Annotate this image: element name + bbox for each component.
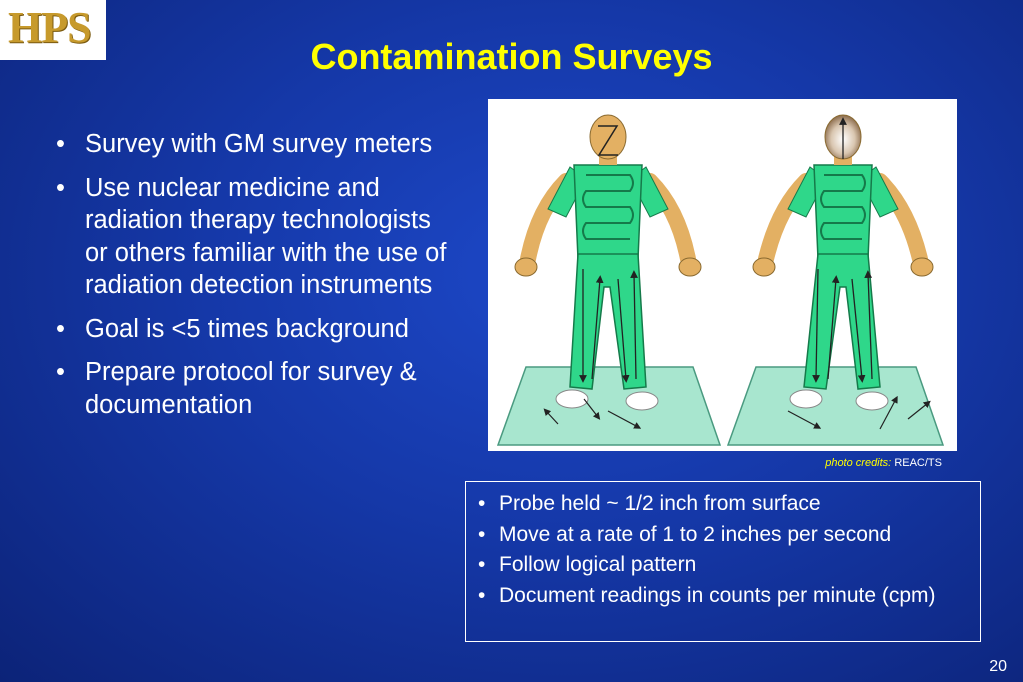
floor-mat [728,367,943,445]
page-number: 20 [989,658,1007,675]
survey-illustration [488,99,957,451]
front-figure [498,115,720,445]
procedure-box [465,481,981,642]
floor-mat [498,367,720,445]
logo-text: HPS [8,3,91,52]
bullet-list [52,128,452,432]
bullet-item: • Prepare protocol for survey & documentation [52,356,452,421]
credits-source: REAC/TS [894,457,942,469]
procedure-list [466,482,980,611]
procedure-item: • Document readings in counts per minute (cpm) [466,581,980,612]
procedure-item: • Move at a rate of 1 to 2 inches per second [466,520,980,551]
back-figure [728,115,943,445]
credits-label: photo credits: [825,457,892,469]
procedure-item: • Probe held ~ 1/2 inch from surface [466,489,980,520]
procedure-item: • Follow logical pattern [466,550,980,581]
bullet-item: • Goal is <5 times background [52,313,452,346]
bullet-item: • Use nuclear medicine and radiation therapy technologists or others familiar with the use of radiation detection instruments [52,172,452,302]
bullet-item: • Survey with GM survey meters [52,128,452,161]
photo-credits [700,457,942,469]
slide-title: Contamination Surveys [310,36,713,77]
